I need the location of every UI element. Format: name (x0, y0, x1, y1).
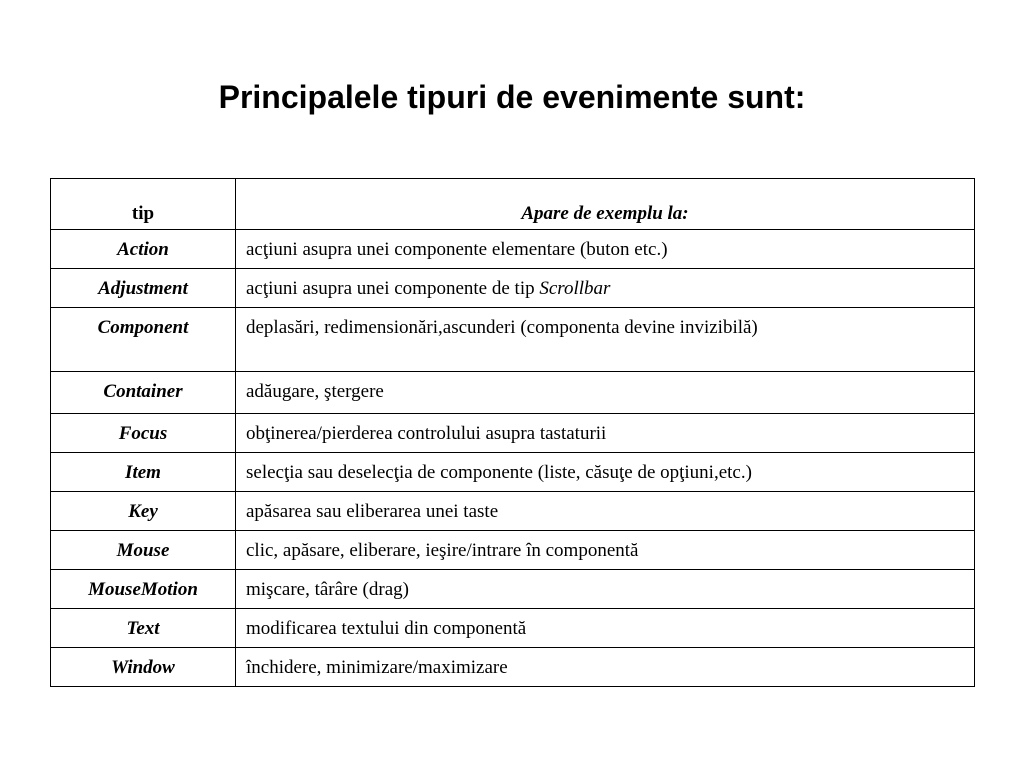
table-row (51, 230, 975, 269)
event-type-cell: MouseMotion (51, 570, 236, 609)
event-description-italic: Scrollbar (539, 278, 611, 299)
event-type-cell: Focus (51, 414, 236, 453)
table-row (51, 269, 975, 308)
event-type-cell: Component (51, 308, 236, 372)
table-row (51, 648, 975, 687)
table-row (51, 372, 975, 414)
table-row (51, 414, 975, 453)
event-type-cell: Adjustment (51, 269, 236, 308)
event-description-cell: închidere, minimizare/maximizare (236, 648, 975, 687)
event-type-cell: Action (51, 230, 236, 269)
event-type-cell: Text (51, 609, 236, 648)
event-description-cell: modificarea textului din componentă (236, 609, 975, 648)
table-header-row (51, 179, 975, 230)
event-types-table (50, 178, 975, 687)
slide-title: Principalele tipuri de evenimente sunt: (218, 79, 806, 115)
table-row (51, 531, 975, 570)
event-description-cell: apăsarea sau eliberarea unei taste (236, 492, 975, 531)
event-description-cell: mişcare, târâre (drag) (236, 570, 975, 609)
event-type-cell: Mouse (51, 531, 236, 570)
event-type-cell: Window (51, 648, 236, 687)
event-type-cell: Item (51, 453, 236, 492)
event-description-cell: adăugare, ştergere (236, 372, 975, 414)
event-description-cell: clic, apăsare, eliberare, ieşire/intrare în componentă (236, 531, 975, 570)
event-description-cell: selecţia sau deselecţia de componente (liste, căsuţe de opţiuni,etc.) (236, 453, 975, 492)
event-description-cell (236, 269, 975, 308)
event-type-cell: Key (51, 492, 236, 531)
event-description-cell: acţiuni asupra unei componente elementare (buton etc.) (236, 230, 975, 269)
table-row (51, 453, 975, 492)
table-row (51, 308, 975, 372)
event-description-text: acţiuni asupra unei componente de tip (246, 278, 540, 299)
event-type-cell: Container (51, 372, 236, 414)
event-description-cell: obţinerea/pierderea controlului asupra tastaturii (236, 414, 975, 453)
table-row (51, 570, 975, 609)
table-row (51, 492, 975, 531)
header-tip: tip (51, 179, 236, 230)
table-row (51, 609, 975, 648)
event-description-cell: deplasări, redimensionări,ascunderi (componenta devine invizibilă) (236, 308, 975, 372)
header-description: Apare de exemplu la: (236, 179, 975, 230)
